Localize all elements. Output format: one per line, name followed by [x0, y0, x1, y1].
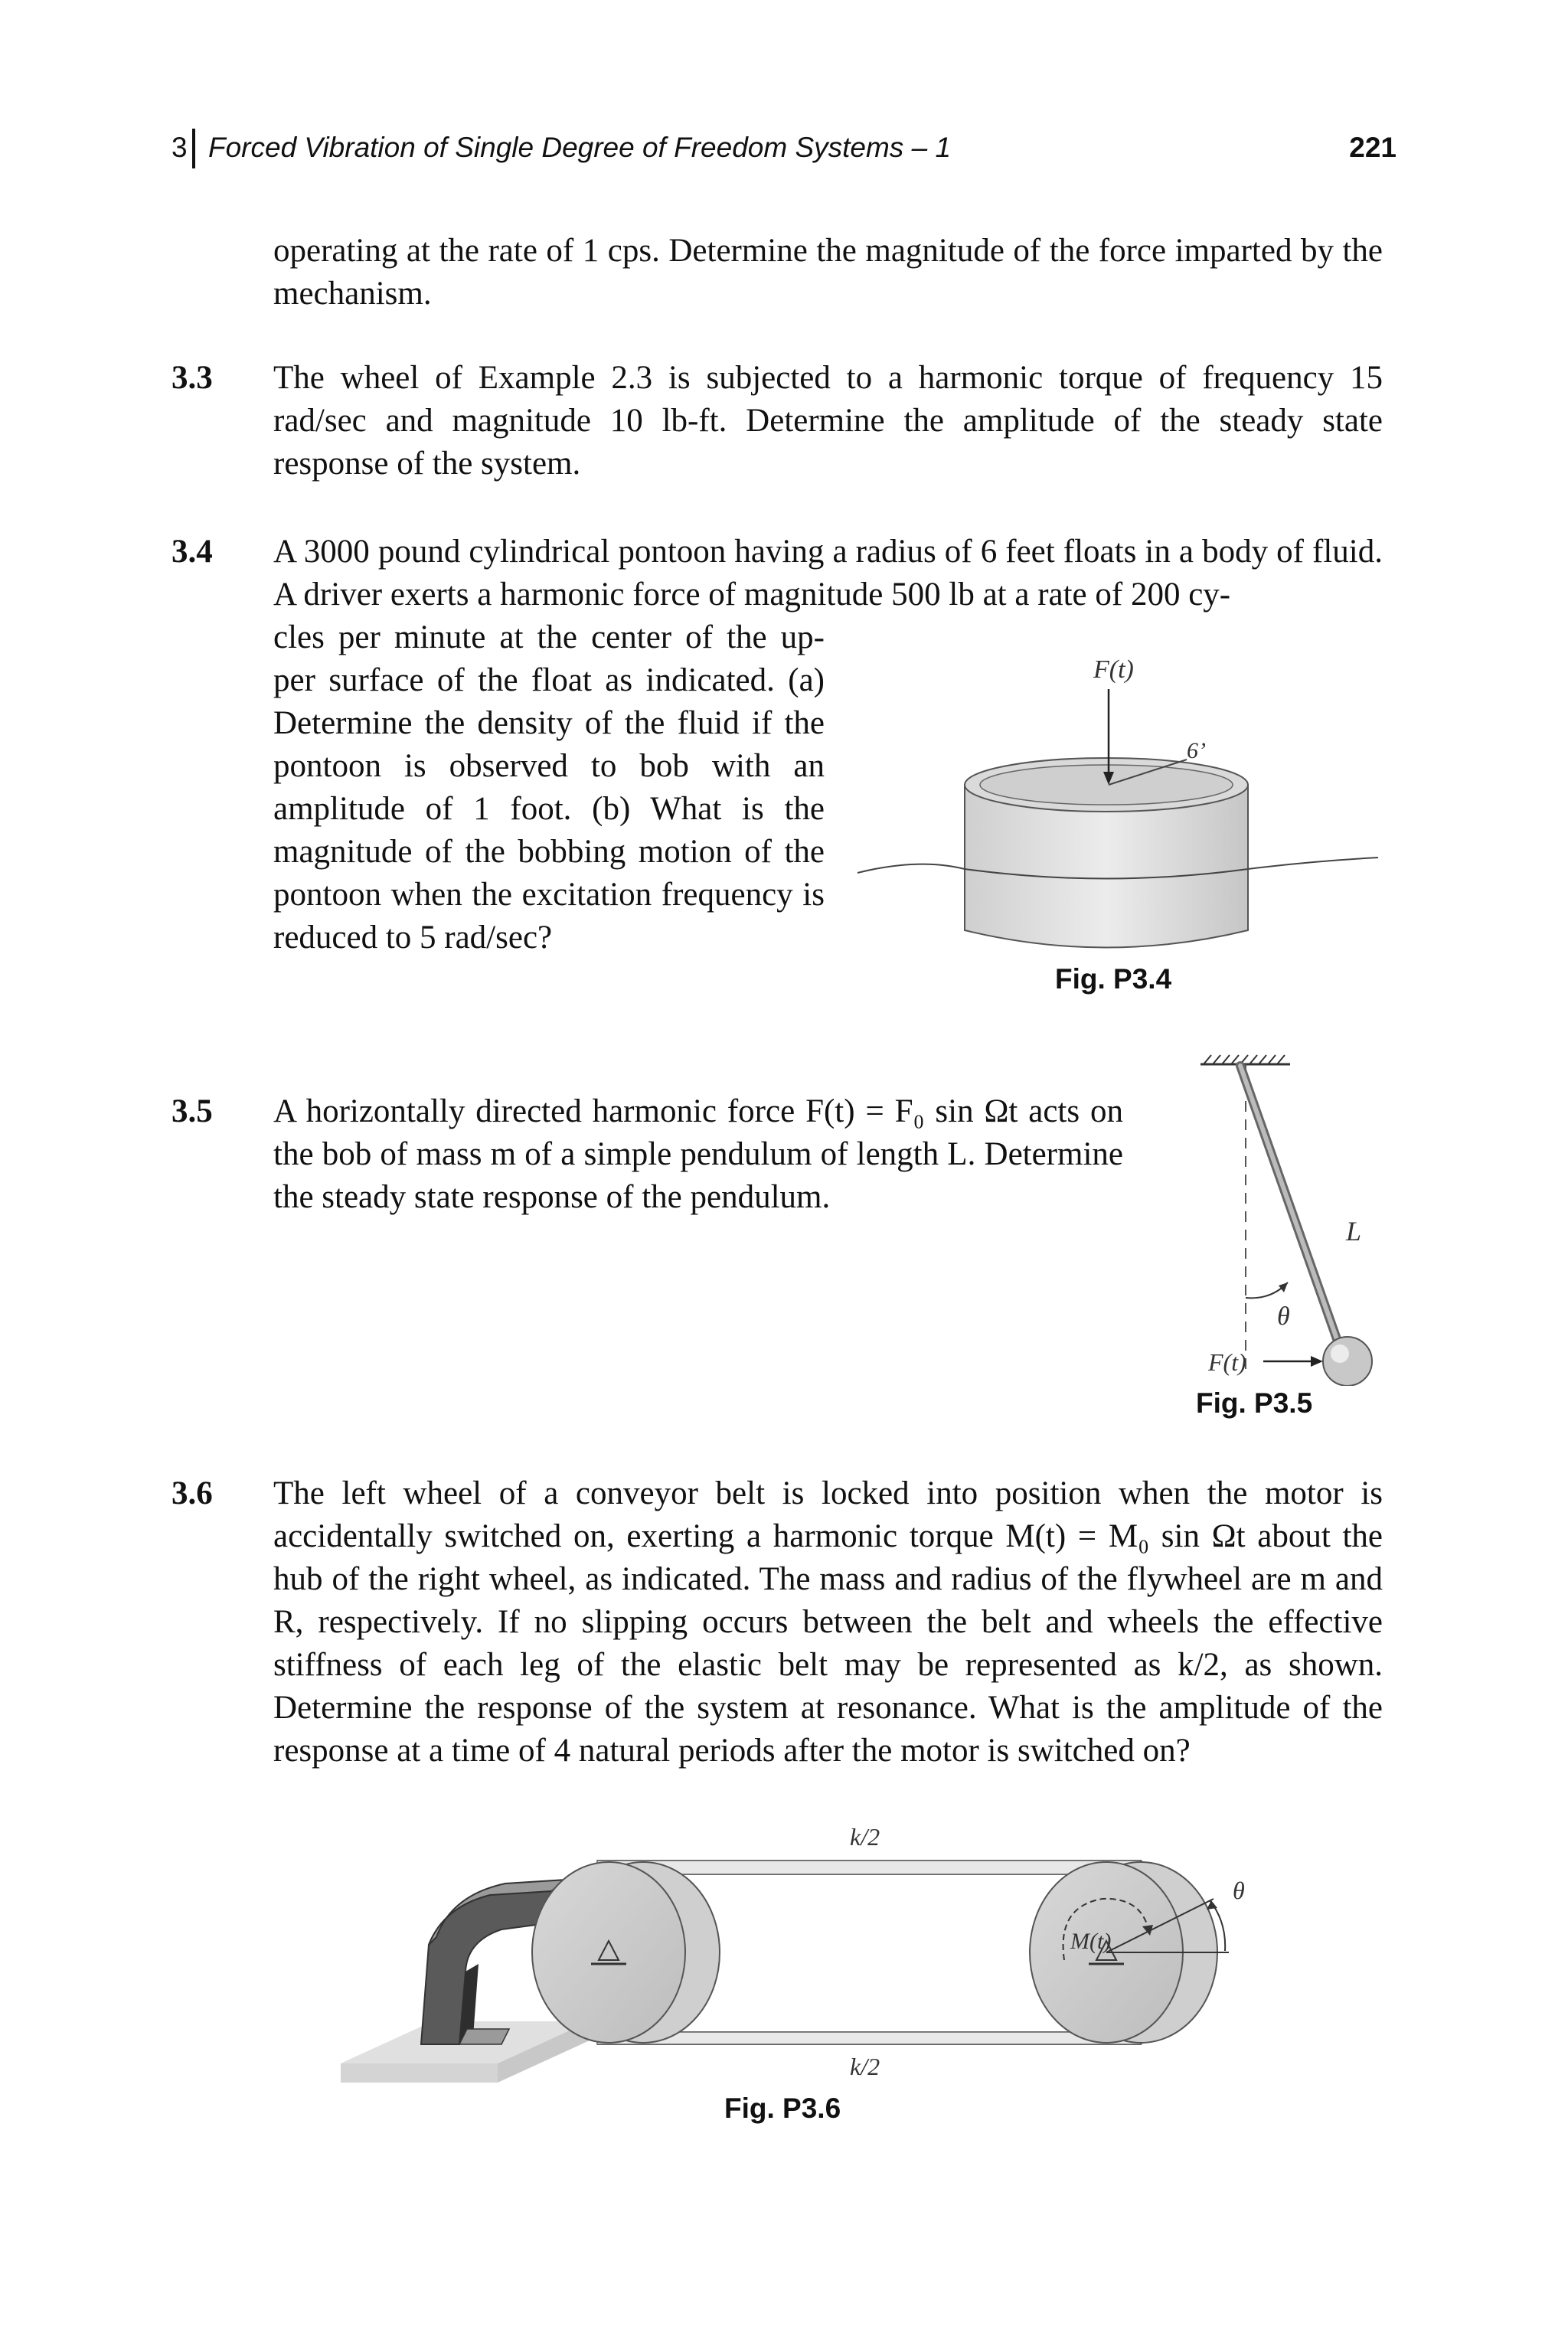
- pendulum-force-label: F(t): [1208, 1348, 1246, 1376]
- problem-3-4-wrap-line1: cles per minute at the center of the up-: [273, 619, 825, 655]
- figure-caption-p3-6: Fig. P3.6: [724, 2093, 841, 2124]
- pendulum-angle-label: θ: [1277, 1302, 1290, 1331]
- running-header: [172, 132, 1396, 178]
- problem-3-4-wrap-rest: per surface of the float as indicated. (a) Determine the density of the fluid if the pontoon is observed to bob with an amplitude of 1 foot. (b) What is the magnitude of the bobbing motion of the pontoon when the excitation frequency is reduced to 5 rad/sec?: [273, 662, 825, 956]
- figure-caption-p3-5: Fig. P3.5: [1196, 1387, 1313, 1419]
- pendulum-length-label: L: [1346, 1216, 1362, 1246]
- top-spring-label: k/2: [850, 1823, 880, 1851]
- torque-label: M(t): [1070, 1929, 1112, 1954]
- continuation-paragraph: operating at the rate of 1 cps. Determine the magnitude of the force imparted by the mechanism.: [273, 233, 1383, 312]
- problem-3-6-text: The left wheel of a conveyor belt is locked into position when the motor is accidentally switched on, exerting a harmonic torque M(t) = M₀ sin Ωt about the hub of the right wheel, as indicated. The mass and radius of the flywheel are m and R, respectively. If no slipping occurs between the belt and wheels the effective stiffness of each leg of the elastic belt may be represented as k/2, as shown. Determine the response of the system at resonance. What is the amplitude of the response at a time of 4 natural periods after the motor is switched on?: [273, 1475, 1383, 1769]
- problem-number-3-3: 3.3: [172, 360, 213, 396]
- problem-3-4-text-wrap: [273, 616, 825, 959]
- problem-number-3-6: 3.6: [172, 1475, 213, 1511]
- wheel-angle-label: θ: [1233, 1877, 1245, 1904]
- figure-p3-5: [1156, 1049, 1409, 1386]
- page-number: 221: [1349, 132, 1396, 163]
- problem-number-3-5: 3.5: [172, 1093, 213, 1129]
- chapter-number: 3: [172, 132, 188, 163]
- header-divider: [192, 129, 195, 168]
- figure-caption-p3-4: Fig. P3.4: [1055, 963, 1172, 995]
- figure-p3-4: [850, 643, 1386, 980]
- problem-3-4-text-lead: A 3000 pound cylindrical pontoon having a radius of 6 feet floats in a body of fluid. A driver exerts a harmonic force of magnitude 500 lb at a rate of 200 cy-: [273, 534, 1383, 613]
- problem-3-3-text: The wheel of Example 2.3 is subjected to a harmonic torque of frequency 15 rad/sec and magnitude 10 lb-ft. Determine the amplitude of the steady state response of the system.: [273, 360, 1383, 482]
- pontoon-radius-label: 6’: [1187, 738, 1206, 763]
- chapter-title: Forced Vibration of Single Degree of Freedom Systems – 1: [208, 132, 952, 163]
- problem-3-5-text: A horizontally directed harmonic force F(t) = F₀ sin Ωt acts on the bob of mass m of a simple pendulum of length L. Determine the steady state response of the pendulum.: [273, 1093, 1123, 1215]
- bottom-spring-label: k/2: [850, 2053, 880, 2080]
- figure-p3-6: [337, 1815, 1271, 2090]
- pontoon-force-label: F(t): [1093, 655, 1134, 684]
- problem-number-3-4: 3.4: [172, 534, 213, 570]
